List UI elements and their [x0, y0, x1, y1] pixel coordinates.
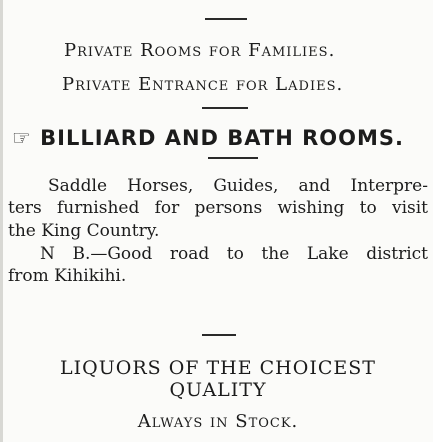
body-line-2: ters furnished for persons wishing to visit — [8, 198, 428, 218]
divider-above-heading — [202, 107, 248, 109]
body-line-1: Saddle Horses, Guides, and Interpre- — [48, 176, 428, 196]
billiard-heading — [12, 126, 404, 150]
pointing-hand-icon: ☞ — [12, 126, 32, 150]
divider-above-liquors — [202, 334, 236, 336]
body-line-3: the King Country. — [8, 221, 160, 241]
nb-line-1: N B.—Good road to the Lake district — [40, 244, 428, 264]
liquors-line-2: QUALITY — [169, 379, 267, 401]
private-entrance-line: Private Entrance for Ladies. — [62, 74, 344, 95]
billiard-heading-text: BILLIARD AND BATH ROOMS. — [40, 126, 404, 150]
private-rooms-line: Private Rooms for Families. — [64, 40, 336, 61]
nb-line-2: from Kihikihi. — [8, 266, 127, 286]
divider-below-heading — [208, 157, 258, 159]
liquors-line-1: LIQUORS OF THE CHOICEST — [60, 357, 376, 379]
column-edge — [0, 0, 3, 442]
top-divider — [205, 18, 247, 20]
always-in-stock-line: Always in Stock. — [137, 411, 299, 432]
